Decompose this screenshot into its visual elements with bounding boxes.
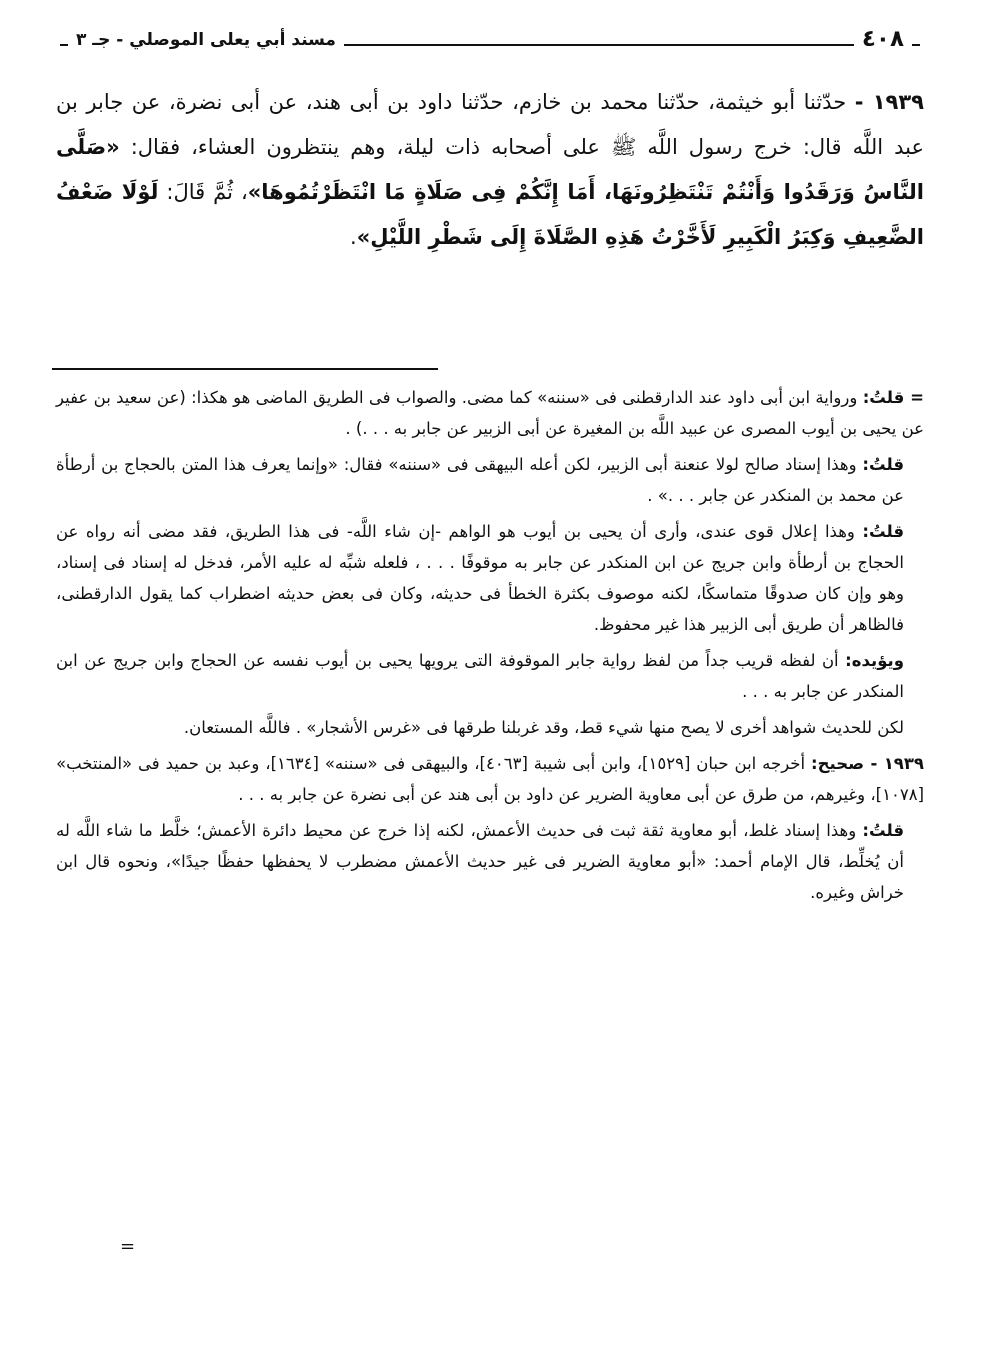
prophetic-saying-1: «صَلَّى النَّاسُ وَرَقَدُوا وَأَنْتُمْ تَنْتَظِرُونَهَا، أَمَا إِنَّكُمْ فِى صَلَاةٍ مَا انْتَظَرْتُمُوهَا» — [56, 135, 924, 204]
hadith-chain: حدّثنا أبو خيثمة، حدّثنا محمد بن خازم، حدّثنا داود بن أبى هند، عن أبى نضرة، عن جابر بن عبد اللَّه قال: خرج رسول اللَّه ﷺ على أصحابه ذات ليلة، وهم ينتظرون العشاء، فقال: — [56, 90, 924, 159]
note-text: وهذا إسناد غلط، أبو معاوية ثقة ثبت فى حديث الأعمش، لكنه إذا خرج عن محيط دائرة الأعمش؛ خلَّط ما شاء اللَّه له أن يُخلِّط، قال الإمام أحمد: «أبو معاوية الضرير فى غير حديث الأعمش مضطرب لا يحفظها حفظًا جيدًا»، ونحوه قال ابن خراش وغيره. — [56, 821, 904, 902]
footnotes — [56, 382, 924, 913]
note-text: أخرجه ابن حبان [١٥٢٩]، وابن أبى شيبة [٤٠٦٣]، والبيهقى فى «سننه» [١٦٣٤]، وعبد بن حميد فى «المنتخب» [١٠٧٨]، وغيرهم، من طرق عن أبى معاوية الضرير عن داود بن أبى هند عن أبى نضرة عن جابر به . . . — [56, 754, 924, 804]
note-lead: قلتُ: — [862, 522, 904, 541]
footnote-paragraph — [56, 712, 924, 743]
hadith-number: ١٩٣٩ - — [854, 90, 924, 114]
page-number: ٤٠٨ — [854, 26, 912, 52]
note-lead: ويؤيده: — [845, 651, 904, 670]
hadith-connector: ، ثُمَّ قَالَ: — [166, 180, 248, 204]
note-lead: قلتُ: — [862, 821, 904, 840]
takhrij-paragraph — [56, 748, 924, 810]
note-lead: قلتُ: — [862, 455, 904, 474]
footnote-paragraph — [56, 449, 924, 511]
note-text: وهذا إسناد صالح لولا عنعنة أبى الزبير، لكن أعله البيهقى فى «سننه» فقال: «وإنما يعرف هذا المتن بالحجاج بن أرطأة عن محمد بن المنكدر عن جابر . . .» . — [56, 455, 904, 505]
footnote-separator — [52, 368, 438, 370]
footnote-paragraph — [56, 815, 924, 908]
note-text: ورواية ابن أبى داود عند الدارقطنى فى «سننه» كما مضى. والصواب فى الطريق الماضى هو هكذا: (عن سعيد بن عفير عن يحيى بن أيوب المصرى عن عبيد اللَّه بن المغيرة عن أبى الزبير عن جابر به . . .) . — [56, 388, 924, 438]
hadith-text — [56, 80, 924, 260]
footnote-paragraph — [56, 516, 924, 640]
takhrij-lead: ١٩٣٩ - صحيح: — [810, 754, 924, 773]
footnote-paragraph — [56, 645, 924, 707]
note-text: وهذا إعلال قوى عندى، وأرى أن يحيى بن أيوب هو الواهم -إن شاء اللَّه- فى هذا الطريق، فقد مضى أنه رواه عن الحجاج بن أرطأة وابن جريج عن ابن المنكدر عن جابر به موقوفًا . . . ، فلعله شبِّه له عليه الأمر، فدخل له إسناد فى إسناد، وهو وإن كان صدوقًا متماسكًا، لكنه موصوف بكثرة الخطأ فى حديثه، وكان فى بعض حديثه اضطراب كما يقول الدارقطنى، فالظاهر أن طريق أبى الزبير هذا غير محفوظ. — [56, 522, 904, 634]
note-lead: = قلتُ: — [862, 388, 924, 407]
running-header — [60, 24, 920, 64]
prophetic-saying-2: لَوْلَا ضَعْفُ الضَّعِيفِ وَكِبَرُ الْكَبِيرِ لَأَخَّرْتُ هَذِهِ الصَّلَاةَ إِلَى شَطْرِ اللَّيْلِ» — [56, 180, 924, 249]
footnote-paragraph — [56, 382, 924, 444]
note-text: أن لفظه قريب جداً من لفظ رواية جابر الموقوفة التى يرويها يحيى بن أيوب نفسه عن الحجاج وابن جريج عن ابن المنكدر عن جابر به . . . — [56, 651, 904, 701]
note-text: لكن للحديث شواهد أخرى لا يصح منها شيء قط، وقد غربلنا طرقها فى «غرس الأشجار» . فاللَّه المستعان. — [183, 718, 904, 737]
running-title: مسند أبي يعلى الموصلي - جـ ٣ — [68, 30, 344, 50]
continuation-mark: = — [120, 1236, 136, 1257]
hadith-end: . — [350, 225, 357, 249]
